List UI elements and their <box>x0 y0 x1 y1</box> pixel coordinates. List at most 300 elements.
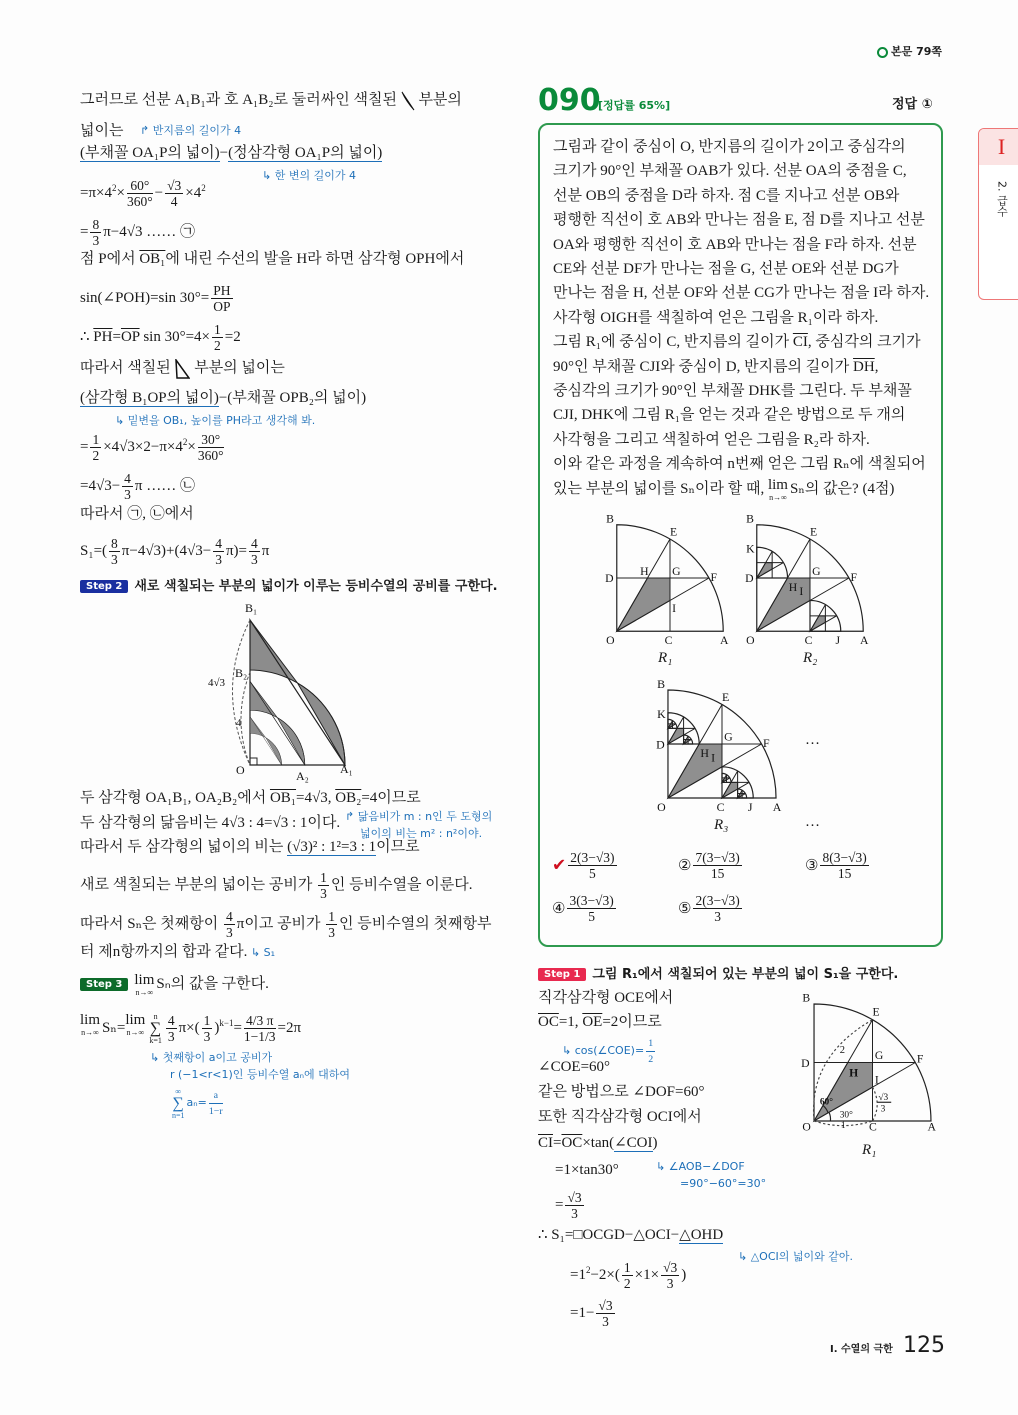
numerator: 1 <box>92 432 100 448</box>
text-run: 또한 직각삼각형 OCI에서 <box>538 1109 702 1125</box>
page-number: 125 <box>903 1333 945 1358</box>
fraction <box>646 1036 655 1067</box>
superscript: 2 <box>112 183 117 193</box>
denominator: 3 <box>215 552 222 567</box>
label-ci-denominator: 3 <box>880 1104 886 1115</box>
numerator: √3 <box>663 1260 678 1276</box>
label-A2: A₂ <box>296 769 309 783</box>
text-run: Sₙ= <box>102 1019 126 1036</box>
fraction <box>244 1013 276 1044</box>
text-run: =2이므로 <box>602 1014 662 1030</box>
numerator: 1 <box>646 1036 655 1052</box>
label-E: E <box>810 525 818 539</box>
fraction <box>90 217 101 248</box>
fraction <box>224 909 235 940</box>
step2-text: 새로 색칠되는 부분의 넓이가 이루는 등비수열의 공비를 구한다. <box>134 579 498 594</box>
annotation-note <box>170 1064 350 1085</box>
lim-subscript: n→∞ <box>769 492 787 502</box>
label-I: I <box>711 750 716 765</box>
text-run: =1, <box>558 1014 583 1030</box>
denominator: 360° <box>126 194 153 210</box>
solution-line <box>538 1057 610 1077</box>
triangle-icon <box>174 360 190 376</box>
text-run: 그림 R₁에 중심이 C, 반지름의 길이가 <box>553 334 793 351</box>
figure-r3 <box>655 676 789 814</box>
numerator: 1 <box>203 1013 211 1028</box>
label-B: B <box>606 512 614 526</box>
problem-line <box>553 135 929 159</box>
math-line <box>80 536 269 567</box>
solution-line <box>538 1082 704 1102</box>
annotation-text: ↳ S₁ <box>247 946 276 959</box>
annotation-text: =90°−60°=30° <box>680 1177 767 1190</box>
sliver-icon <box>401 92 415 108</box>
text-run: − <box>154 185 164 201</box>
solution-line <box>538 988 673 1008</box>
label-F: F <box>850 571 857 585</box>
text-run: ×tan( <box>582 1135 615 1151</box>
text-run: 따라서 색칠된 <box>80 360 175 376</box>
text-run: 따라서 두 삼각형의 넓이의 비는 <box>80 839 288 855</box>
check-icon: ✔ <box>552 855 567 875</box>
text-run: ∠COE=60° <box>538 1059 611 1075</box>
numerator: 4 <box>226 909 233 924</box>
text-run: S₁=( <box>80 542 108 559</box>
numerator: 1 <box>214 322 221 337</box>
problem-line <box>553 257 929 281</box>
text-run: π−4√3)+(4√3− <box>121 542 212 559</box>
overlined-segment: $\overline{OP}$ <box>120 328 140 345</box>
text-run: 평행한 직선이 호 AB와 만나는 점을 E, 점 D를 지나고 선분 <box>553 212 925 229</box>
solution-line <box>80 249 464 269</box>
math-line <box>570 1298 617 1329</box>
label-J: J <box>747 800 753 814</box>
numerator: 4 <box>167 1013 175 1028</box>
text-run: Sₙ의 값은? (4점) <box>789 480 895 497</box>
lim-subscript: n→∞ <box>126 1028 145 1037</box>
numerator: 4 <box>250 536 258 551</box>
label-K: K <box>746 542 755 556</box>
choice-marker: ④ <box>552 901 566 917</box>
math-line <box>570 1260 686 1291</box>
label-E: E <box>670 525 678 539</box>
text-run: CJI, DHK에 그림 R₁을 얻는 것과 같은 방법으로 두 개의 <box>553 407 906 424</box>
text-run: ×4√3×2−π×4 <box>103 439 183 455</box>
text-run: 직각삼각형 OCE에서 <box>538 990 674 1006</box>
page-reference <box>877 42 942 62</box>
solution-line <box>80 504 194 524</box>
annotation-text: ↳ △OCI의 넓이와 같아. <box>738 1250 854 1263</box>
problem-line <box>553 233 929 257</box>
underlined-phrase: ∠COI <box>614 1135 653 1151</box>
text-run: , <box>874 358 879 375</box>
label-B: B <box>657 676 666 691</box>
denominator: 3 <box>320 886 327 901</box>
label-length-4root3: 4√3 <box>208 677 226 689</box>
overlined-segment: $\overline{OC}$ <box>561 1135 583 1151</box>
denominator: 3 <box>226 925 233 940</box>
overlined-segment: $\overline{CI}$ <box>538 1135 553 1151</box>
sum-upper: ∞ <box>175 1087 182 1096</box>
chapter-tab-section: 2. 급수 <box>995 181 1009 217</box>
numerator: 4 <box>215 536 222 551</box>
label-A: A <box>772 800 782 814</box>
numerator: 1 <box>328 909 336 924</box>
denominator: 15 <box>837 866 852 881</box>
text-run: 선분 OB의 중점을 D라 하자. 점 C를 지나고 선분 OB와 <box>553 187 900 204</box>
text-run: 에 내린 수선의 발을 H라 하면 삼각형 OPH에서 <box>165 251 465 267</box>
text-run: 따라서 Sₙ은 첫째항이 <box>80 915 223 932</box>
text-run: π×( <box>178 1019 200 1036</box>
chapter-side-tab[interactable] <box>978 128 1018 300</box>
limit <box>80 1012 100 1037</box>
math-line <box>80 178 206 209</box>
text-run: 90°인 부채꼴 CJI와 중심이 D, 반지름의 길이가 <box>553 358 854 375</box>
text-run: 그림과 같이 중심이 O, 반지름의 길이가 2이고 중심각의 <box>553 139 906 155</box>
label-F: F <box>710 571 717 585</box>
denominator: 5 <box>588 909 595 924</box>
denominator: 3 <box>203 1029 211 1044</box>
lim-subscript: n→∞ <box>135 988 154 997</box>
problem-line <box>553 306 929 330</box>
summation <box>149 1012 162 1045</box>
annotation-note <box>140 120 241 141</box>
math-line <box>80 322 241 353</box>
label-I: I <box>672 602 677 616</box>
denominator: 3 <box>328 925 336 940</box>
numerator: √3 <box>567 1190 582 1205</box>
solution-line <box>538 1133 658 1153</box>
lim-word: lim <box>80 1012 101 1028</box>
text-run: 이므로 <box>376 839 420 855</box>
annotation-note <box>738 1246 853 1267</box>
math-line <box>80 283 235 314</box>
lim-word: lim <box>125 1012 146 1028</box>
numerator: 4 <box>124 471 131 486</box>
text-run: 인 등비수열의 첫째항부 <box>339 915 492 932</box>
label-G: G <box>672 564 681 578</box>
label-D: D <box>801 1057 810 1071</box>
text-run: π …… ㉡ <box>134 477 195 494</box>
text-run: 인 등비수열을 이룬다. <box>330 876 473 893</box>
solution-line <box>80 143 382 163</box>
text-run: 이와 같은 과정을 계속하여 n번째 얻은 그림 Rₙ에 색칠되어 <box>553 456 926 473</box>
text-run: 터 제n항까지의 합과 같다. <box>80 944 248 960</box>
underlined-phrase: △OHD <box>679 1227 724 1243</box>
denominator: 3 <box>602 1314 609 1329</box>
limit <box>768 477 788 502</box>
solution-line <box>538 1012 662 1032</box>
text-run: = <box>112 328 121 345</box>
caption-solution-r1: R₁ <box>862 1142 877 1158</box>
text-run: =1− <box>570 1304 595 1321</box>
text-run: sin(∠POH)=sin 30°= <box>80 289 210 306</box>
choice-marker: ⑤ <box>678 901 692 917</box>
choice-3[interactable] <box>805 850 871 881</box>
text-run: 부분의 넓이는 <box>190 360 285 376</box>
solution-line <box>80 788 421 808</box>
label-B2: B₂ <box>235 666 248 680</box>
label-F: F <box>916 1052 924 1066</box>
fraction <box>249 536 260 567</box>
text-run: π)= <box>225 542 247 559</box>
footer-chapter: I. 수열의 극한 <box>830 1344 893 1355</box>
label-B1: B₁ <box>245 601 258 615</box>
underlined-phrase: (√3)² : 1²=3 : 1 <box>287 839 377 855</box>
step1-text: 그림 R₁에서 색칠되어 있는 부분의 넓이 S₁을 구한다. <box>592 967 899 982</box>
step3-heading <box>80 972 269 997</box>
limit <box>125 1012 145 1037</box>
numerator: 30° <box>198 432 224 448</box>
label-K: K <box>657 707 666 722</box>
fraction <box>166 1013 177 1044</box>
step2-heading <box>80 575 498 594</box>
problem-line <box>553 379 929 403</box>
label-C: C <box>804 634 813 647</box>
numerator: 4/3 π <box>244 1013 276 1029</box>
step1-heading <box>538 963 898 982</box>
text-run: 점 P에서 <box>80 251 140 267</box>
step3-text <box>134 972 269 997</box>
text-run: =4이므로 <box>361 790 421 806</box>
solution-line <box>80 90 462 111</box>
label-B: B <box>746 512 754 526</box>
continuation-ellipsis: … <box>805 814 820 830</box>
label-E: E <box>872 1005 880 1019</box>
math-line <box>80 471 195 502</box>
superscript: 2 <box>182 437 188 447</box>
denominator: 4 <box>170 194 178 210</box>
problem-line <box>553 281 929 305</box>
denominator: 3 <box>167 1029 175 1044</box>
fraction <box>202 1013 213 1044</box>
lim-word: lim <box>767 476 788 493</box>
problem-line <box>553 428 929 452</box>
denominator: 5 <box>589 866 596 881</box>
denominator: 3 <box>124 487 131 502</box>
sum-upper: n <box>153 1012 158 1021</box>
fraction <box>209 1088 223 1119</box>
sigma: ∑ <box>149 1020 162 1037</box>
numerator: 8 <box>92 217 100 232</box>
numerator: √3 <box>167 178 182 194</box>
figure-r2 <box>744 512 876 647</box>
figure-r1 <box>604 512 736 647</box>
text-run: 있는 부분의 넓이를 Sₙ이라 할 때, <box>553 480 768 497</box>
annotation-text: aₙ= <box>186 1096 207 1110</box>
annotation-note <box>262 165 356 186</box>
text-run: Sₙ의 값을 구한다. <box>156 976 269 992</box>
denominator: 1−1/3 <box>243 1029 276 1044</box>
text-run: ×4 <box>185 185 202 201</box>
text-run: sin 30°=4× <box>139 328 211 345</box>
annotation-text: ↱ 반지름의 길이가 4 <box>140 124 242 137</box>
denominator: OP <box>213 299 231 314</box>
label-D: D <box>745 572 754 586</box>
similar-triangles-figure <box>200 598 370 788</box>
choice-marker: ② <box>678 858 692 874</box>
denominator: 3 <box>111 552 118 567</box>
fraction <box>212 322 223 353</box>
label-length-2: 2 <box>839 1045 846 1057</box>
text-run: π <box>261 542 270 559</box>
fraction <box>661 1260 679 1291</box>
label-length-4: 4 <box>236 717 242 729</box>
text-run: 넓이는 <box>80 123 124 139</box>
label-C: C <box>868 1120 877 1134</box>
annotation-note <box>115 410 315 431</box>
label-angle-60: 60° <box>819 1097 833 1108</box>
problem-line <box>553 330 929 354</box>
text-run: 크기가 90°인 부채꼴 OAB가 있다. 선분 OA의 중점을 C, <box>553 163 907 180</box>
underlined-phrase: (부채꼴 OA₁P의 넓이) <box>80 145 220 161</box>
fraction <box>122 471 133 502</box>
text-run: 두 삼각형 OA₁B₁, OA₂B₂에서 <box>80 790 270 806</box>
numerator: 8 <box>111 536 118 551</box>
fraction <box>622 1260 633 1291</box>
problem-statement <box>553 135 929 502</box>
numerator: 60° <box>127 178 153 194</box>
superscript: 2 <box>585 1265 591 1275</box>
circle-icon <box>877 47 888 58</box>
label-H: H <box>849 1066 859 1080</box>
text-run: ∴ S₁=□OCGD−△OCI− <box>538 1227 680 1243</box>
label-J: J <box>835 634 841 647</box>
label-O: O <box>236 763 245 777</box>
annotation-text: ↳ 첫째항이 a이고 공비가 <box>150 1051 273 1064</box>
answer-label: 정답 ① <box>892 97 933 112</box>
solution-line <box>80 813 340 833</box>
math-line <box>80 217 195 248</box>
text-run: 사각형 OIGH를 색칠하여 얻은 그림을 R₁이라 하자. <box>553 309 879 326</box>
label-C: C <box>716 800 725 814</box>
denominator: 3 <box>714 909 721 924</box>
denominator: 1−r <box>208 1106 223 1117</box>
label-G: G <box>874 1048 884 1062</box>
text-run: OA와 평행한 직선이 호 AB와 만나는 점을 F라 하자. 선분 <box>553 236 917 253</box>
choice-2[interactable] <box>678 850 744 881</box>
solution-line <box>80 942 275 963</box>
overlined-segment: OB₁ <box>139 251 166 267</box>
text-run: 그러므로 선분 A₁B₁과 호 A₁B₂로 둘러싸인 색칠된 <box>80 92 401 108</box>
underlined-phrase: (정삼각형 OA₁P의 넓이) <box>228 145 383 161</box>
text-run: 부분의 <box>414 92 462 108</box>
overlined-segment: $\overline{OE}$ <box>582 1014 603 1030</box>
solution-line <box>80 837 420 857</box>
numerator: 2(3−√3) <box>570 850 615 865</box>
page-reference-text: 본문 79쪽 <box>891 45 943 58</box>
numerator: a <box>209 1088 223 1104</box>
text-run: =4√3, <box>296 790 336 806</box>
numerator: 2(3−√3) <box>695 893 740 908</box>
annotation-text: r (−1<r<1)인 등비수열 aₙ에 대하여 <box>170 1068 351 1081</box>
text-run: ∴ <box>80 328 94 345</box>
problem-line <box>553 208 929 232</box>
annotation-text: ↳ cos(∠COE)= <box>562 1044 645 1058</box>
problem-line <box>553 355 929 379</box>
text-run: =1×tan30° <box>555 1162 619 1178</box>
text-run: π이고 공비가 <box>236 915 325 932</box>
fraction <box>596 1298 614 1329</box>
text-run: 만나는 점을 H, 선분 OF와 선분 CG가 만나는 점을 I라 하자. <box>553 285 930 302</box>
text-run: 새로 색칠되는 부분의 넓이는 공비가 <box>80 876 317 893</box>
problem-number: 090 <box>538 83 601 118</box>
fraction <box>213 536 224 567</box>
fraction <box>109 536 120 567</box>
continuation-ellipsis: … <box>805 732 820 748</box>
label-O: O <box>746 634 755 647</box>
math-line <box>80 1012 301 1045</box>
fraction <box>211 283 232 314</box>
choice-1[interactable] <box>552 850 619 881</box>
text-run: −2×( <box>590 1267 620 1283</box>
sum-lower: k=1 <box>149 1036 162 1045</box>
label-angle-30: 30° <box>839 1110 853 1121</box>
solution-line <box>80 388 366 408</box>
denominator: 2 <box>648 1054 654 1065</box>
label-I: I <box>874 1073 879 1087</box>
problem-line <box>553 159 929 183</box>
denominator: 3 <box>666 1276 674 1292</box>
label-A: A <box>927 1120 936 1134</box>
choice-5[interactable] <box>678 893 744 924</box>
lim-subscript: n→∞ <box>81 1028 99 1037</box>
numerator: PH <box>213 283 231 298</box>
label-O: O <box>802 1120 811 1134</box>
label-ci-numerator: √3 <box>878 1092 889 1103</box>
label-H: H <box>640 564 649 578</box>
annotation-text: ↳ 밑변을 OB₁, 높이를 PH라고 생각해 봐. <box>115 414 316 427</box>
text-run: 중심각의 크기가 90°인 부채꼴 DHK를 그린다. 두 부채꼴 <box>553 383 912 400</box>
annotation-text: ↱ 닮음비가 m : n인 두 도형의 <box>345 810 493 823</box>
text-run: 두 삼각형의 닮음비는 4√3 : 4=√3 : 1이다. <box>80 815 341 831</box>
text-run: = <box>555 1196 564 1213</box>
numerator: 1 <box>623 1260 631 1276</box>
problem-line <box>553 403 929 427</box>
label-D: D <box>656 737 665 752</box>
sum-lower: n=1 <box>172 1111 185 1120</box>
text-run: = <box>80 223 89 240</box>
label-O: O <box>606 634 615 647</box>
solution-line <box>80 121 123 141</box>
text-run: − <box>219 145 229 161</box>
fraction <box>90 432 101 463</box>
label-I: I <box>799 585 804 599</box>
chapter-tab-number: I <box>979 129 1018 165</box>
math-line <box>555 1160 619 1180</box>
label-A: A <box>860 634 869 647</box>
overlined-segment: $\overline{DH}$ <box>853 358 875 375</box>
text-run: −(부채꼴 OPB₂의 넓이) <box>218 390 367 406</box>
correct-rate: [정답률 65%] <box>598 99 671 112</box>
underlined-phrase: (삼각형 B₁OP의 넓이) <box>80 390 219 406</box>
text-run: CE와 선분 DF가 만나는 점을 G, 선분 OE와 선분 DG가 <box>553 261 899 278</box>
denominator: 2 <box>214 338 221 353</box>
choice-4[interactable] <box>552 893 618 924</box>
fraction <box>318 870 329 901</box>
text-run: × <box>187 439 196 455</box>
text-run: =4√3− <box>80 477 121 494</box>
solution-line <box>80 358 285 379</box>
label-H: H <box>788 580 798 594</box>
denominator: 3 <box>250 552 258 567</box>
denominator: 15 <box>710 866 725 881</box>
numerator: 1 <box>320 870 327 885</box>
numerator: √3 <box>598 1298 613 1313</box>
overlined-segment: $\overline{CI}$ <box>792 334 808 351</box>
annotation-text: ↳ 한 변의 길이가 4 <box>262 169 356 182</box>
label-A: A <box>720 634 729 647</box>
